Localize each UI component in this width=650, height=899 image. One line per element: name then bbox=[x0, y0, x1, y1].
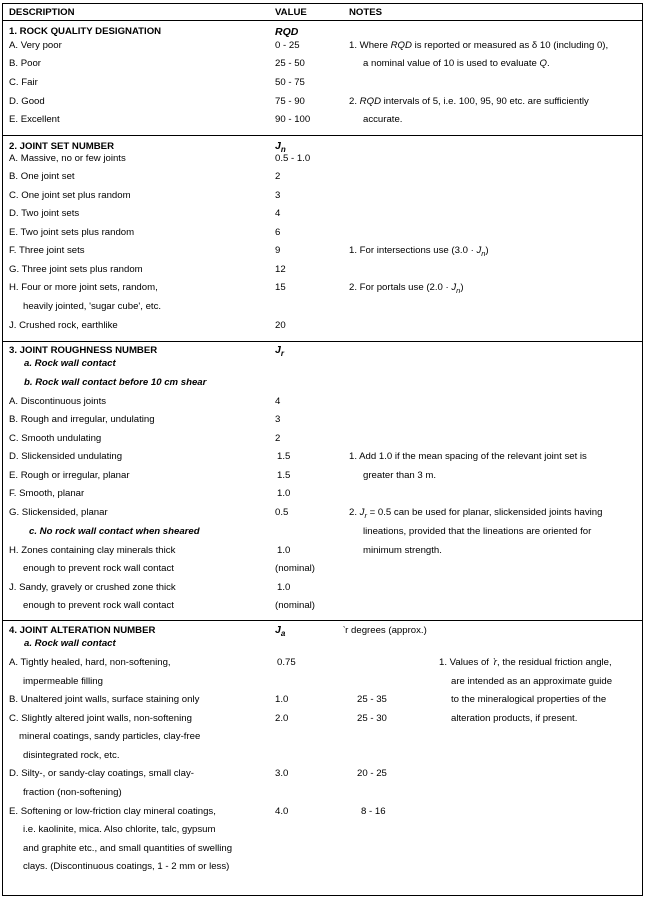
row-desc: E. Excellent bbox=[9, 114, 60, 125]
row-desc: H. Four or more joint sets, random, bbox=[9, 282, 158, 293]
row-desc: A. Tightly healed, hard, non-softening, bbox=[9, 657, 171, 668]
row-value: 15 bbox=[275, 282, 286, 293]
note-text: alteration products, if present. bbox=[451, 713, 578, 724]
row-desc: mineral coatings, sandy particles, clay-free bbox=[19, 731, 201, 742]
subheading: a. Rock wall contact bbox=[24, 638, 116, 649]
section-symbol: $J_a$ bbox=[275, 624, 286, 639]
subheading: a. Rock wall contact bbox=[24, 358, 116, 369]
row-value: 3.0 bbox=[275, 768, 289, 779]
row-phi: 20 - 25 bbox=[357, 768, 387, 779]
note-text: are intended as an approximate guide bbox=[451, 676, 613, 687]
row-desc: B. Unaltered joint walls, surface staining only bbox=[9, 694, 200, 705]
row-value: 25 - 50 bbox=[275, 58, 305, 69]
note-text: 1. For intersections use $(3.0 \cdot J_n)$ bbox=[349, 245, 489, 258]
note-text: 1. Where RQD is reported or measured as δ 10 (including 0), bbox=[349, 40, 609, 51]
row-desc: H. Zones containing clay minerals thick bbox=[9, 545, 176, 556]
note-text: 2. For portals use $(2.0 \cdot J_n)$ bbox=[349, 282, 464, 295]
row-desc: D. Two joint sets bbox=[9, 208, 80, 219]
row-desc: J. Sandy, gravely or crushed zone thick bbox=[9, 582, 176, 593]
row-phi: 25 - 35 bbox=[357, 694, 387, 705]
row-value: 6 bbox=[275, 227, 281, 238]
row-value: 3 bbox=[275, 190, 281, 201]
row-value: 4 bbox=[275, 396, 281, 407]
row-value: 9 bbox=[275, 245, 281, 256]
divider bbox=[2, 620, 643, 621]
row-value: 0.5 bbox=[275, 507, 289, 518]
row-value: 1.0 bbox=[277, 488, 291, 499]
row-phi: 25 - 30 bbox=[357, 713, 387, 724]
subheading: c. No rock wall contact when sheared bbox=[29, 526, 200, 537]
row-desc: G. Three joint sets plus random bbox=[9, 264, 143, 275]
note-text: to the mineralogical properties of the bbox=[451, 694, 607, 705]
row-desc: B. Poor bbox=[9, 58, 41, 69]
row-desc: C. One joint set plus random bbox=[9, 190, 131, 201]
row-desc: E. Two joint sets plus random bbox=[9, 227, 135, 238]
row-value: 1.5 bbox=[277, 470, 291, 481]
header-notes: NOTES bbox=[349, 7, 383, 18]
row-value: 75 - 90 bbox=[275, 96, 305, 107]
row-value: 0.75 bbox=[277, 657, 296, 668]
row-desc: enough to prevent rock wall contact bbox=[23, 563, 174, 574]
row-value: (nominal) bbox=[275, 563, 315, 574]
row-value: 4.0 bbox=[275, 806, 289, 817]
row-desc: F. Three joint sets bbox=[9, 245, 85, 256]
row-desc: E. Rough or irregular, planar bbox=[9, 470, 130, 481]
row-desc: A. Very poor bbox=[9, 40, 62, 51]
section-symbol: $J_n$ bbox=[275, 140, 286, 155]
note-text: lineations, provided that the lineations are oriented for bbox=[363, 526, 592, 537]
row-desc: J. Crushed rock, earthlike bbox=[9, 320, 118, 331]
row-value: 1.0 bbox=[275, 694, 289, 705]
row-value: 4 bbox=[275, 208, 281, 219]
row-desc: enough to prevent rock wall contact bbox=[23, 600, 174, 611]
note-text: accurate. bbox=[363, 114, 403, 125]
row-desc: B. One joint set bbox=[9, 171, 75, 182]
section-symbol: $J_r$ bbox=[275, 344, 284, 359]
row-desc: E. Softening or low-friction clay mineral coatings, bbox=[9, 806, 216, 817]
subheading: b. Rock wall contact before 10 cm shear bbox=[24, 377, 207, 388]
note-text: 2. $J_r = 0.5$ can be used for planar, slickensided joints having bbox=[349, 507, 603, 520]
row-desc: D. Good bbox=[9, 96, 45, 107]
header-value: VALUE bbox=[275, 7, 307, 18]
row-value: 1.5 bbox=[277, 451, 291, 462]
row-desc: F. Smooth, planar bbox=[9, 488, 85, 499]
row-desc: clays. (Discontinuous coatings, 1 - 2 mm or less) bbox=[23, 861, 230, 872]
row-desc: C. Slightly altered joint walls, non-softening bbox=[9, 713, 192, 724]
section-title: 2. JOINT SET NUMBER bbox=[9, 141, 115, 152]
row-value: 2 bbox=[275, 433, 281, 444]
section-title: 4. JOINT ALTERATION NUMBER bbox=[9, 625, 156, 636]
section-title: 3. JOINT ROUGHNESS NUMBER bbox=[9, 345, 158, 356]
divider bbox=[2, 20, 643, 21]
row-value: 3 bbox=[275, 414, 281, 425]
divider bbox=[2, 341, 643, 342]
row-desc: fraction (non-softening) bbox=[23, 787, 122, 798]
row-desc: i.e. kaolinite, mica. Also chlorite, talc, gypsum bbox=[23, 824, 216, 835]
row-desc: C. Fair bbox=[9, 77, 38, 88]
section-symbol: RQD bbox=[275, 26, 299, 38]
row-value: 1.0 bbox=[277, 545, 291, 556]
row-desc: heavily jointed, 'sugar cube', etc. bbox=[23, 301, 162, 312]
row-value: 2.0 bbox=[275, 713, 289, 724]
row-desc: disintegrated rock, etc. bbox=[23, 750, 120, 761]
row-desc: A. Massive, no or few joints bbox=[9, 153, 126, 164]
note-text: greater than 3 m. bbox=[363, 470, 437, 481]
row-desc: D. Silty-, or sandy-clay coatings, small clay- bbox=[9, 768, 194, 779]
row-value: 12 bbox=[275, 264, 286, 275]
row-value: 0 - 25 bbox=[275, 40, 300, 51]
note-text: minimum strength. bbox=[363, 545, 442, 556]
row-value: (nominal) bbox=[275, 600, 315, 611]
row-desc: G. Slickensided, planar bbox=[9, 507, 108, 518]
note-text: 2. RQD intervals of 5, i.e. 100, 95, 90 etc. are sufficiently bbox=[349, 96, 589, 107]
row-desc: D. Slickensided undulating bbox=[9, 451, 123, 462]
divider bbox=[2, 135, 643, 136]
row-desc: A. Discontinuous joints bbox=[9, 396, 107, 407]
header-description: DESCRIPTION bbox=[9, 7, 75, 18]
note-text: 1. Values of ‵r, the residual friction angle, bbox=[439, 657, 612, 668]
row-value: 2 bbox=[275, 171, 281, 182]
row-value: 1.0 bbox=[277, 582, 291, 593]
row-desc: C. Smooth undulating bbox=[9, 433, 102, 444]
note-text: a nominal value of 10 is used to evaluate Q. bbox=[363, 58, 550, 69]
row-desc: B. Rough and irregular, undulating bbox=[9, 414, 155, 425]
row-value: 0.5 - 1.0 bbox=[275, 153, 311, 164]
section-title: 1. ROCK QUALITY DESIGNATION bbox=[9, 26, 162, 37]
row-value: 50 - 75 bbox=[275, 77, 305, 88]
row-value: 20 bbox=[275, 320, 286, 331]
row-desc: impermeable filling bbox=[23, 676, 103, 687]
note-text: 1. Add 1.0 if the mean spacing of the relevant joint set is bbox=[349, 451, 587, 462]
row-phi: 8 - 16 bbox=[361, 806, 386, 817]
table-frame bbox=[2, 3, 643, 896]
row-desc: and graphite etc., and small quantities of swelling bbox=[23, 843, 233, 854]
row-value: 90 - 100 bbox=[275, 114, 311, 125]
phi-column-header: ‵r degrees (approx.) bbox=[343, 625, 427, 636]
